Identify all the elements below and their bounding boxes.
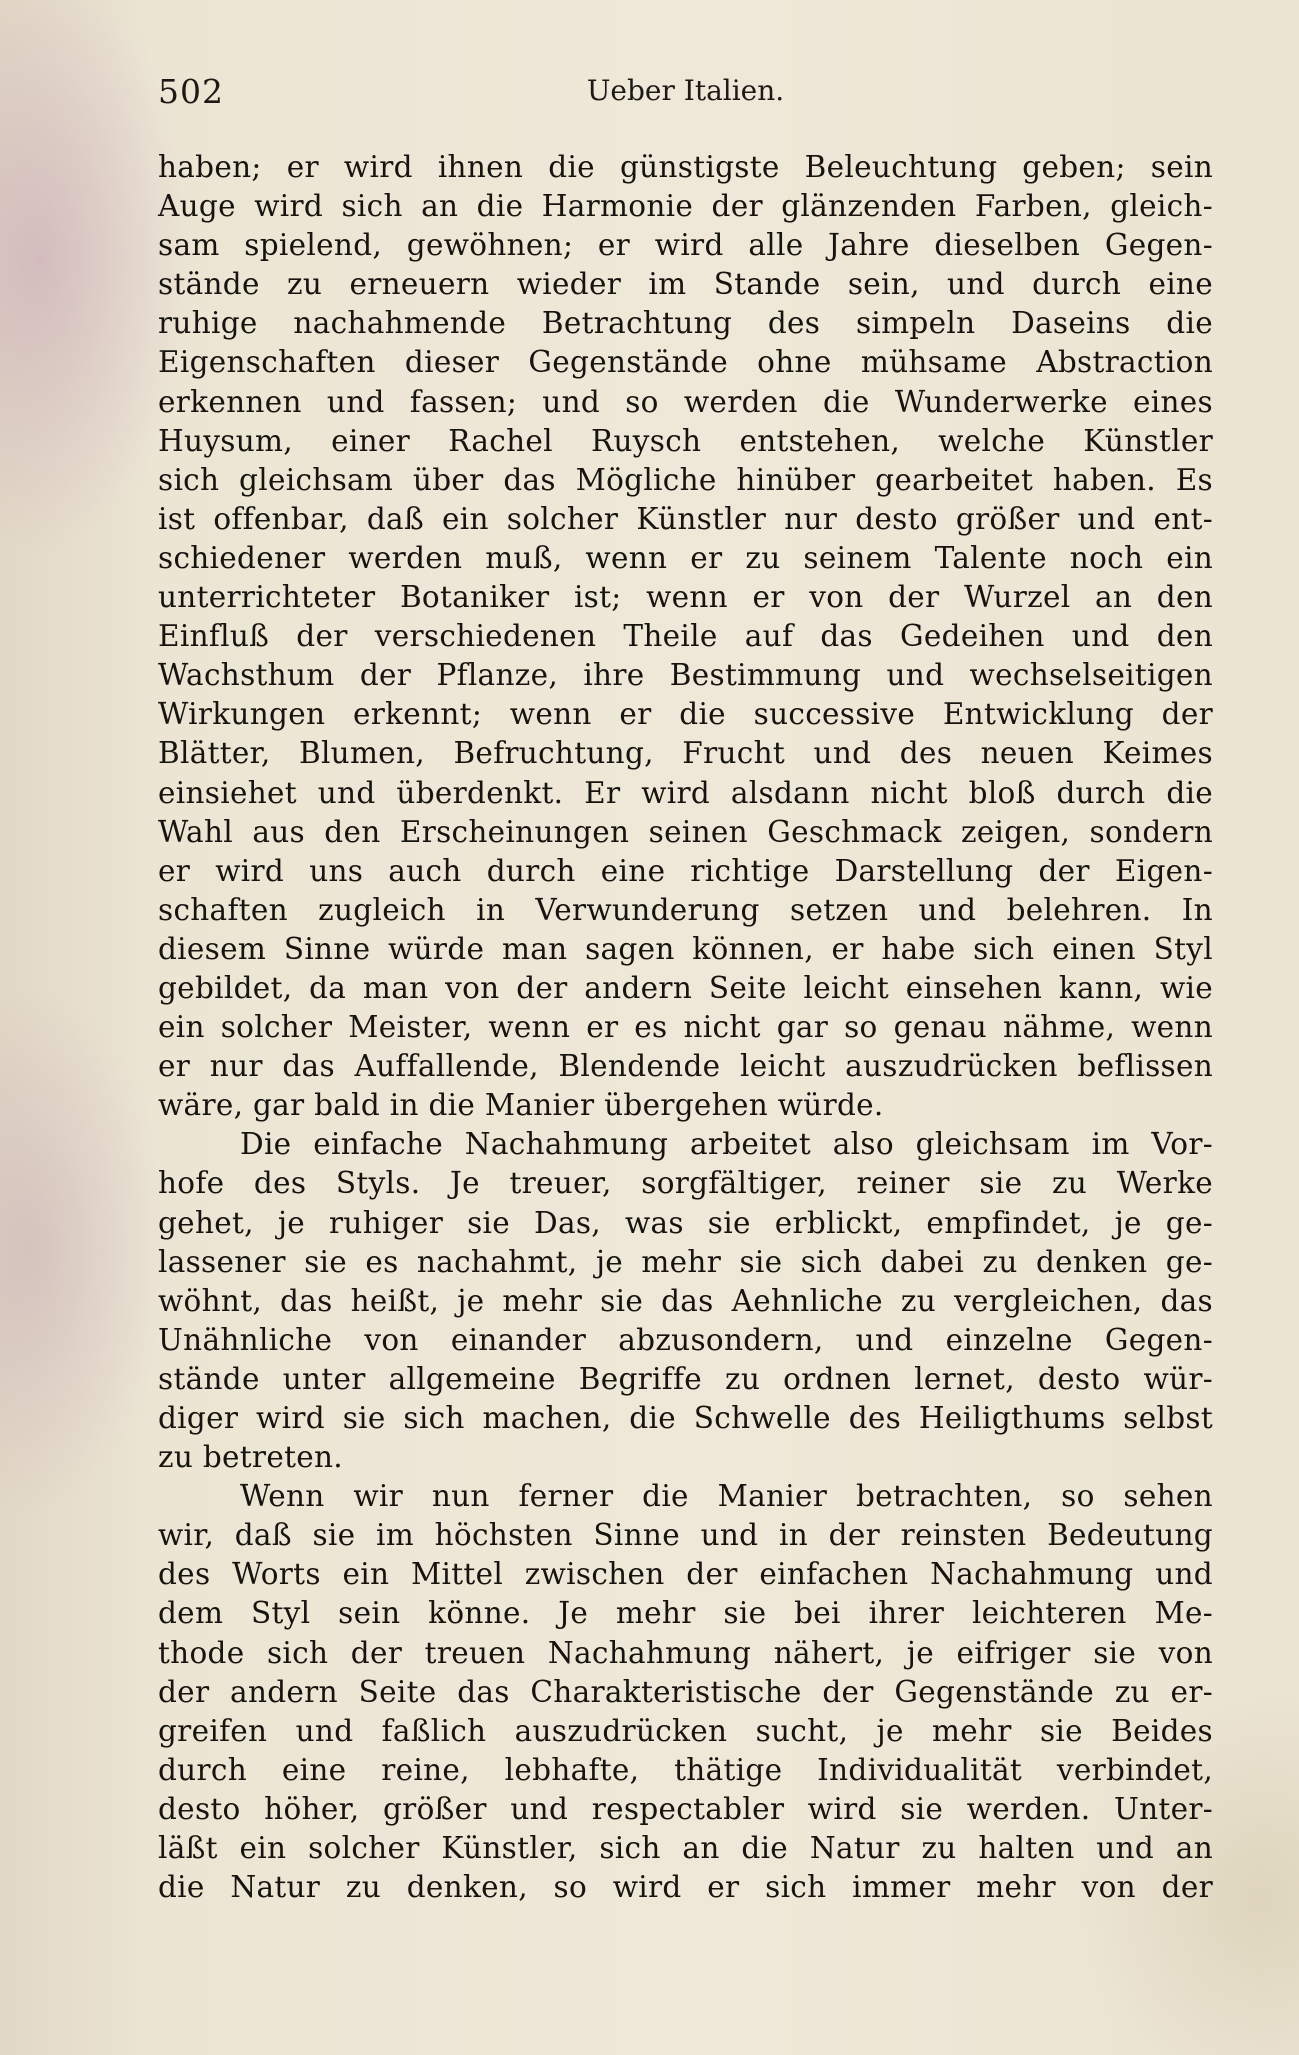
text-line: des Worts ein Mittel zwischen der einfachen Nachahmung und bbox=[158, 1557, 1213, 1592]
text-line: zu betreten. bbox=[158, 1440, 343, 1475]
text-line: wöhnt, das heißt, je mehr sie das Aehnliche zu vergleichen, das bbox=[158, 1283, 1213, 1318]
body-text bbox=[158, 148, 1213, 1907]
text-line: diesem Sinne würde man sagen können, er habe sich einen Styl bbox=[158, 931, 1213, 966]
text-line: läßt ein solcher Künstler, sich an die Natur zu halten und an bbox=[158, 1831, 1213, 1866]
text-line: Auge wird sich an die Harmonie der glänzenden Farben, gleich- bbox=[158, 189, 1213, 224]
text-line: ein solcher Meister, wenn er es nicht gar so genau nähme, wenn bbox=[158, 1010, 1213, 1045]
text-line: durch eine reine, lebhafte, thätige Individualität verbindet, bbox=[158, 1752, 1213, 1787]
text-line: ruhige nachahmende Betrachtung des simpeln Daseins die bbox=[158, 306, 1213, 341]
text-line: Unähnliche von einander abzusondern, und einzelne Gegen- bbox=[158, 1322, 1213, 1357]
text-line: die Natur zu denken, so wird er sich immer mehr von der bbox=[158, 1870, 1213, 1905]
text-line: Blätter, Blumen, Befruchtung, Frucht und des neuen Keimes bbox=[158, 736, 1213, 771]
text-line: sich gleichsam über das Mögliche hinüber gearbeitet haben. Es bbox=[158, 462, 1213, 497]
text-line: desto höher, größer und respectabler wird sie werden. Unter- bbox=[158, 1791, 1213, 1826]
text-line: haben; er wird ihnen die günstigste Beleuchtung geben; sein bbox=[158, 150, 1213, 184]
text-line: unterrichteter Botaniker ist; wenn er von der Wurzel an den bbox=[158, 580, 1213, 615]
text-line: dem Styl sein könne. Je mehr sie bei ihrer leichteren Me- bbox=[158, 1596, 1213, 1631]
text-line: Einfluß der verschiedenen Theile auf das Gedeihen und den bbox=[158, 619, 1213, 654]
page-header bbox=[158, 72, 1213, 122]
text-line: Die einfache Nachahmung arbeitet also gleichsam im Vor- bbox=[240, 1127, 1213, 1162]
text-line: gehet, je ruhiger sie Das, was sie erblickt, empfindet, je ge- bbox=[158, 1205, 1213, 1240]
page-number: 502 bbox=[158, 72, 224, 111]
text-line: wäre, gar bald in die Manier übergehen würde. bbox=[158, 1088, 884, 1123]
running-title: Ueber Italien. bbox=[586, 74, 785, 107]
text-line: greifen und faßlich auszudrücken sucht, je mehr sie Beides bbox=[158, 1713, 1213, 1748]
text-line: hofe des Styls. Je treuer, sorgfältiger, reiner sie zu Werke bbox=[158, 1166, 1213, 1201]
text-line: lassener sie es nachahmt, je mehr sie sich dabei zu denken ge- bbox=[158, 1244, 1213, 1279]
text-line: Wahl aus den Erscheinungen seinen Geschmack zeigen, sondern bbox=[158, 814, 1213, 849]
text-line: Eigenschaften dieser Gegenstände ohne mühsame Abstraction bbox=[158, 345, 1213, 380]
text-line: stände unter allgemeine Begriffe zu ordnen lernet, desto wür- bbox=[158, 1361, 1213, 1396]
text-line: er nur das Auffallende, Blendende leicht auszudrücken beflissen bbox=[158, 1049, 1213, 1084]
text-line: sam spielend, gewöhnen; er wird alle Jahre dieselben Gegen- bbox=[158, 228, 1213, 263]
text-line: ist offenbar, daß ein solcher Künstler nur desto größer und ent- bbox=[158, 501, 1213, 536]
text-line: er wird uns auch durch eine richtige Darstellung der Eigen- bbox=[158, 853, 1213, 888]
text-line: Wirkungen erkennt; wenn er die successive Entwicklung der bbox=[158, 697, 1213, 732]
text-line: Wenn wir nun ferner die Manier betrachten, so sehen bbox=[240, 1479, 1213, 1514]
text-line: gebildet, da man von der andern Seite leicht einsehen kann, wie bbox=[158, 970, 1213, 1005]
text-line: diger wird sie sich machen, die Schwelle des Heiligthums selbst bbox=[158, 1401, 1213, 1435]
text-line: erkennen und fassen; und so werden die Wunderwerke eines bbox=[158, 384, 1213, 419]
text-line: schaften zugleich in Verwunderung setzen und belehren. In bbox=[158, 892, 1213, 927]
text-line: stände zu erneuern wieder im Stande sein, und durch eine bbox=[158, 267, 1213, 302]
text-line: der andern Seite das Charakteristische der Gegenstände zu er- bbox=[158, 1674, 1213, 1709]
text-line: Huysum, einer Rachel Ruysch entstehen, welche Künstler bbox=[158, 423, 1213, 458]
text-line: thode sich der treuen Nachahmung nähert, je eifriger sie von bbox=[158, 1635, 1213, 1670]
text-line: einsiehet und überdenkt. Er wird alsdann nicht bloß durch die bbox=[158, 775, 1213, 810]
text-line: schiedener werden muß, wenn er zu seinem Talente noch ein bbox=[158, 540, 1213, 575]
text-line: Wachsthum der Pflanze, ihre Bestimmung und wechselseitigen bbox=[158, 658, 1213, 693]
text-line: wir, daß sie im höchsten Sinne und in der reinsten Bedeutung bbox=[158, 1518, 1213, 1553]
